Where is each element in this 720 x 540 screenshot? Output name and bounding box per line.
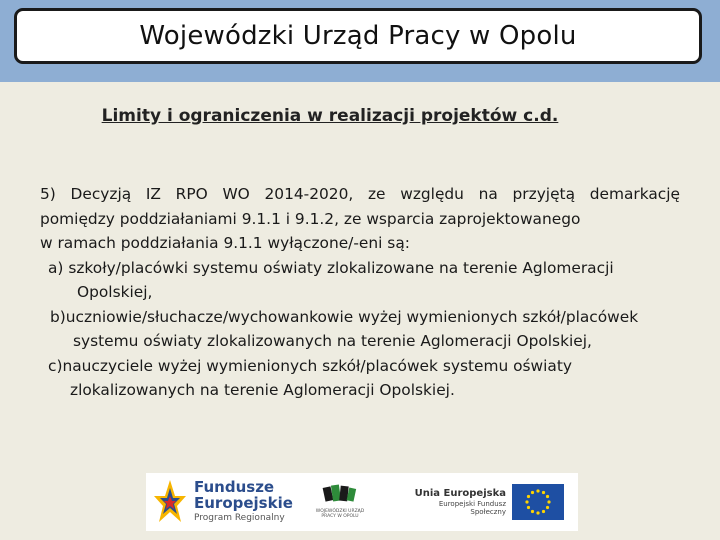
eu-star-icon bbox=[546, 506, 549, 509]
header-band bbox=[0, 0, 720, 82]
fundusze-subtitle: Program Regionalny bbox=[194, 512, 285, 523]
fundusze-title-1: Fundusze bbox=[194, 478, 275, 496]
item-c-line-2: zlokalizowanych na terenie Aglomeracji Opolskiej. bbox=[70, 381, 455, 399]
ue-text bbox=[408, 488, 506, 517]
fundusze-text bbox=[194, 480, 293, 523]
fundusze-europejskie-logo bbox=[152, 478, 304, 526]
eu-star-icon bbox=[536, 489, 539, 492]
item-a-line-2: Opolskiej, bbox=[77, 283, 153, 301]
list-item-c bbox=[40, 354, 680, 403]
fundusze-title-2: Europejskie bbox=[194, 493, 293, 512]
intro-line-2: pomiędzy poddziałaniami 9.1.1 i 9.1.2, ze wsparcia zaprojektowanego bbox=[40, 209, 581, 228]
intro-line-3: w ramach poddziałania 9.1.1 wyłączone/-eni są: bbox=[40, 234, 410, 252]
eu-star-icon bbox=[542, 491, 545, 494]
slide-body bbox=[40, 182, 680, 403]
intro-line-1: 5) Decyzją IZ RPO WO 2014-2020, ze względu na przyjętą demarkację bbox=[40, 185, 680, 203]
item-b-line-1: b)uczniowie/słuchacze/wychowankowie wyżej wymienionych szkół/placówek bbox=[50, 307, 639, 326]
eu-star-icon bbox=[542, 510, 545, 513]
wup-caption: WOJEWÓDZKI URZĄD PRACY W OPOLU bbox=[315, 509, 365, 520]
item-a-line-1: a) szkoły/placówki systemu oświaty zlokalizowane na terenie Aglomeracji bbox=[48, 258, 614, 277]
intro-paragraph bbox=[40, 182, 680, 256]
fundusze-star-icon bbox=[152, 478, 188, 526]
eu-star-icon bbox=[531, 510, 534, 513]
ue-subtitle: Europejski Fundusz Społeczny bbox=[438, 500, 506, 517]
ue-title: Unia Europejska bbox=[414, 488, 506, 499]
wup-emblem-icon bbox=[310, 479, 370, 509]
unia-europejska-logo bbox=[408, 484, 568, 524]
title-box bbox=[14, 8, 702, 64]
eu-star-icon bbox=[527, 495, 530, 498]
item-b-line-2: systemu oświaty zlokalizowanych na terenie Aglomeracji Opolskiej, bbox=[73, 332, 592, 350]
eu-flag-icon bbox=[512, 484, 564, 520]
list-item-b bbox=[40, 305, 680, 354]
eu-star-icon bbox=[547, 500, 550, 503]
eu-star-icon bbox=[525, 500, 528, 503]
slide-heading bbox=[0, 106, 720, 126]
eu-star-icon bbox=[527, 506, 530, 509]
logo-strip bbox=[146, 473, 578, 531]
item-c-line-1: c)nauczyciele wyżej wymienionych szkół/placówek systemu oświaty bbox=[48, 356, 572, 375]
wup-logo bbox=[310, 479, 370, 527]
slide-heading-text: Limity i ograniczenia w realizacji projektów c.d. bbox=[101, 106, 559, 126]
eu-star-icon bbox=[546, 495, 549, 498]
list-item-a bbox=[40, 256, 680, 305]
page-title: Wojewódzki Urząd Pracy w Opolu bbox=[139, 21, 577, 51]
eu-star-icon bbox=[531, 491, 534, 494]
eu-star-icon bbox=[536, 511, 539, 514]
